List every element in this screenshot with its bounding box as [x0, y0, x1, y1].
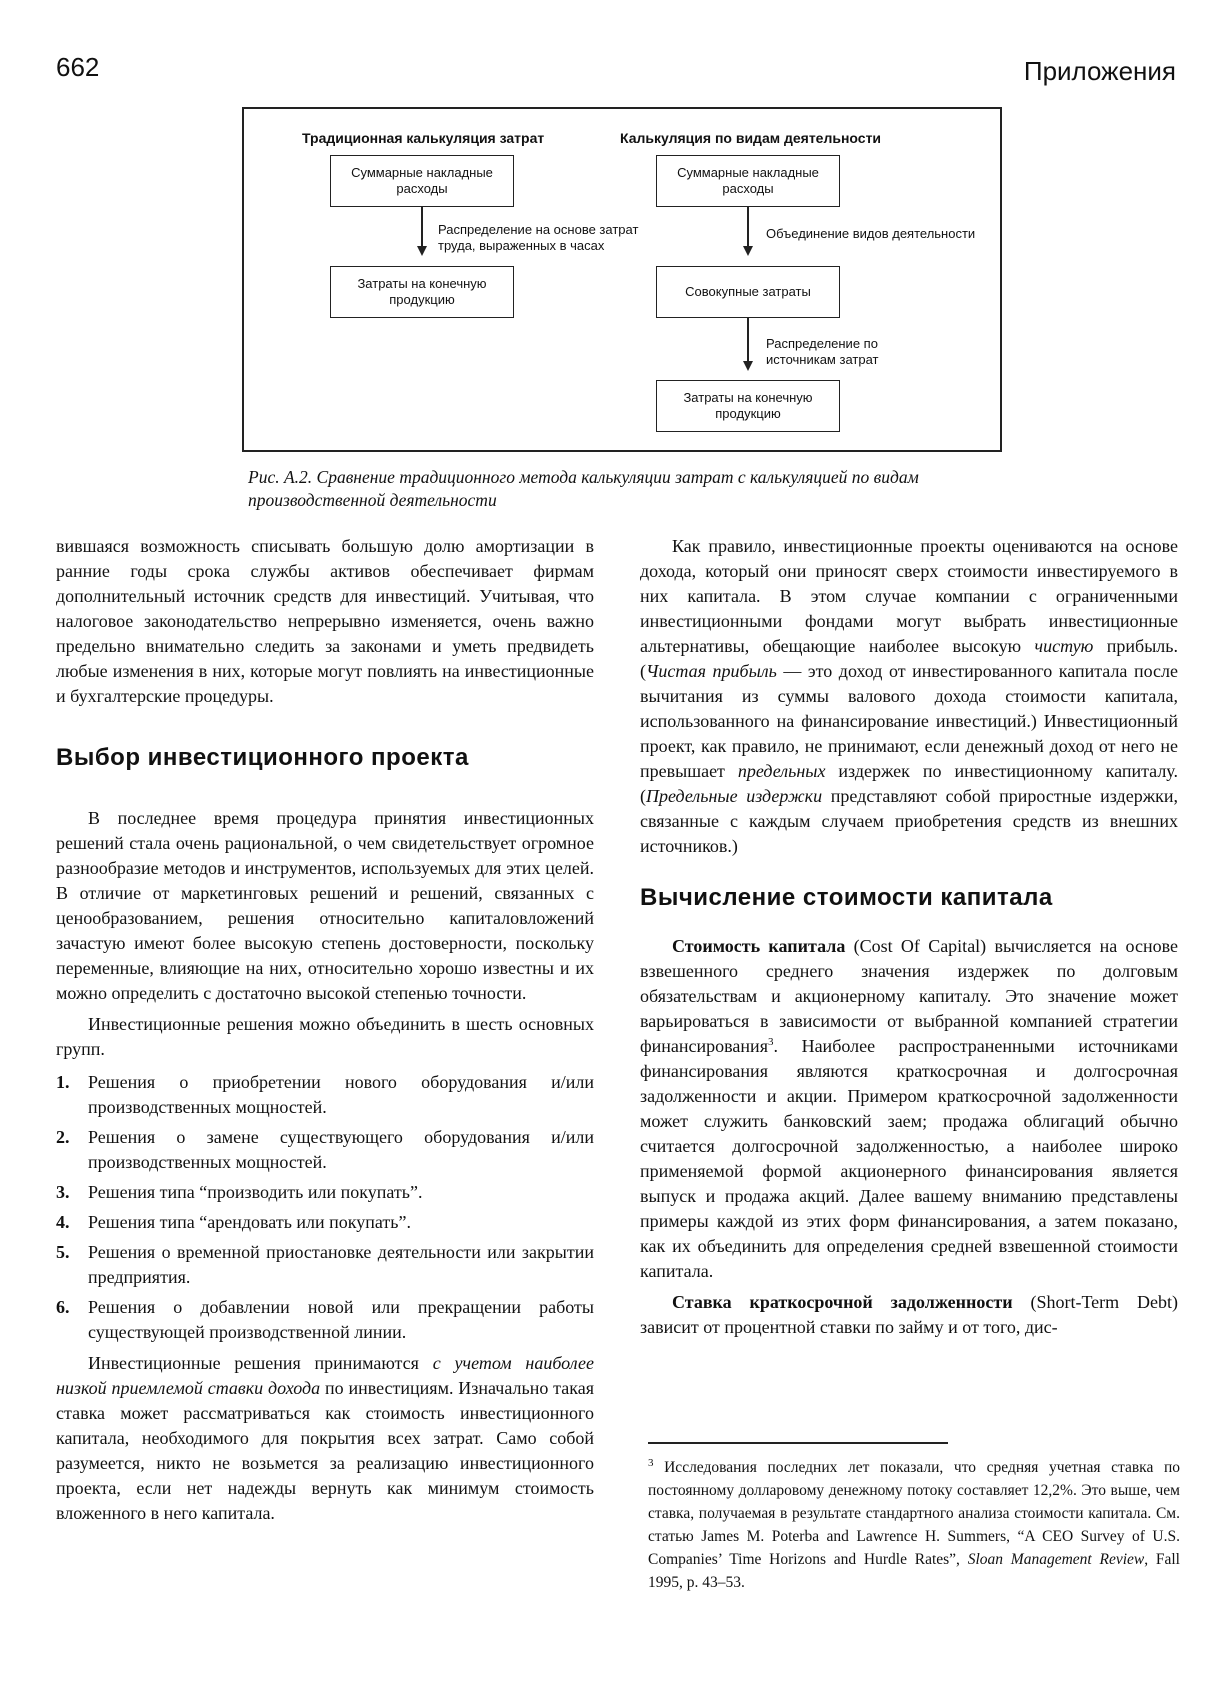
- decision-list-item: [56, 1295, 594, 1345]
- diagram-right-arrow-label-1: Объединение видов деятельности: [766, 226, 976, 241]
- list-item-text: Решения о приобретении нового оборудования и/или производственных мощностей.: [88, 1072, 594, 1117]
- list-item-number: 1.: [56, 1072, 70, 1092]
- decision-list-item: [56, 1070, 594, 1120]
- right-paragraph-3: Ставка краткосрочной задолженности (Short-Term Debt) зависит от процентной ставки по займу и от того, дис-: [640, 1292, 1178, 1337]
- left-paragraph-1: В последнее время процедура принятия инвестиционных решений стала очень рациональной, о чем свидетельствует огромное разнообразие методов и инструментов, используемых для этих целей. В отличие от маркетинговых решений и решений, связанных с ценообразованием, решения относительно капиталовложений зачастую имеют более высокую степень достоверности, поскольку переменные, влияющие на них, относительно хорошо известны и их можно определить с достаточно высокой степенью точности.: [56, 808, 594, 1003]
- page-number: 662: [56, 52, 100, 82]
- diagram-right-arrowhead-1: [743, 246, 753, 256]
- decision-list-item: [56, 1240, 594, 1290]
- diagram-left-arrow-label: Распределение на основе затрат труда, выраженных в часах: [438, 222, 639, 253]
- diagram-right-box-product-costs: Затраты на конечную продукцию: [656, 380, 840, 432]
- left-column: [56, 534, 594, 1526]
- diagram-right-arrow-label-2: Распределение по источникам затрат: [766, 336, 879, 367]
- footnote: $^3$ Исследования последних лет показали, что средняя учетная ставка по постоянному долларовому денежному потоку составляет 12,2%. Это выше, чем ставка, получаемая в результате стандартного анализа стоимости капитала. См. статью James M. Poterba and Lawrence H. Summers, “A CEO Survey of U.S. Companies’ Time Horizons and Hurdle Rates”, Sloan Management Review, Fall 1995, p. 43–53.: [648, 1456, 1180, 1591]
- left-intro-paragraph: вившаяся возможность списывать большую долю амортизации в ранние годы срока службы активов обеспечивает фирмам дополнительный источник средств для инвестиций. Учитывая, что налоговое законодательство непрерывно изменяется, очень важно предельно внимательно следить за законами и уметь предвидеть любые изменения в них, которые могут повлиять на инвестиционные и бухгалтерские процедуры.: [56, 536, 594, 706]
- decision-list-item: [56, 1180, 594, 1205]
- diagram-right-arrow-2: [747, 318, 749, 363]
- right-paragraph-1: Как правило, инвестиционные проекты оцениваются на основе дохода, который они приносят сверх стоимости инвестируемого в них капитала. В этом случае компании с ограниченными инвестиционными фондами могут выбрать инвестиционные альтернативы, обещающие наиболее высокую чистую прибыль. (Чистая прибыль — это доход от инвестированного капитала после вычитания из суммы валового дохода стоимости капитала, использованного на финансирование инвестиций.) Инвестиционный проект, как правило, не принимают, если денежный доход от него не превышает предельных издержек по инвестиционному капиталу. (Предельные издержки представляют собой приростные издержки, связанные с каждым случаем приобретения средств из внешних источников.): [640, 536, 1179, 856]
- diagram-right-box-aggregate-costs: Совокупные затраты: [656, 266, 840, 318]
- diagram-left-arrowhead-1: [417, 246, 427, 256]
- list-item-number: 5.: [56, 1242, 70, 1262]
- decision-list: [56, 1070, 594, 1345]
- section-heading-project-selection: Выбор инвестиционного проекта: [56, 744, 469, 771]
- diagram-right-arrowhead-2: [743, 361, 753, 371]
- diagram-right-arrow-1: [747, 207, 749, 248]
- list-item-text: Решения типа “производить или покупать”.: [88, 1182, 423, 1202]
- right-paragraph-2: Стоимость капитала (Cost Of Capital) вычисляется на основе взвешенного среднего значения издержек по долговым обязательствам и акционерному капиталу. Это значение может варьироваться в зависимости от выбранной компанией стратегии финансирования$^3$. Наиболее распространенными источниками финансирования являются краткосрочная и долгосрочная задолженности и акции. Примером краткосрочной задолженности может служить банковский заем; продажа облигаций обычно считается долгосрочной задолженностью, а наиболее широко применяемой формой акционерного финансирования является выпуск и продажа акций. Далее вашему вниманию представлены примеры каждой из этих форм финансирования, а затем показано, как их объединить для определения средней взвешенной стоимости капитала.: [640, 936, 1178, 1281]
- diagram-left-arrow-1: [421, 207, 423, 248]
- list-item-number: 6.: [56, 1297, 70, 1317]
- list-item-text: Решения типа “арендовать или покупать”.: [88, 1212, 411, 1232]
- list-item-text: Решения о временной приостановке деятельности или закрытии предприятия.: [88, 1242, 594, 1287]
- diagram-right-box-total-overhead: Суммарные накладные расходы: [656, 155, 840, 207]
- list-item-number: 4.: [56, 1212, 70, 1232]
- diagram-left-box-total-overhead: Суммарные накладные расходы: [330, 155, 514, 207]
- list-item-number: 3.: [56, 1182, 70, 1202]
- figure-caption: Рис. А.2. Сравнение традиционного метода калькуляции затрат с калькуляцией по видам производственной деятельности: [248, 467, 919, 510]
- diagram-left-box-product-costs: Затраты на конечную продукцию: [330, 266, 514, 318]
- list-item-text: Решения о добавлении новой или прекращении работы существующей производственной линии.: [88, 1297, 594, 1342]
- diagram-left-title: Традиционная калькуляция затрат: [302, 130, 545, 146]
- decision-list-item: [56, 1125, 594, 1175]
- section-heading-cost-of-capital: Вычисление стоимости капитала: [640, 884, 1053, 911]
- list-item-text: Решения о замене существующего оборудования и/или производственных мощностей.: [88, 1127, 594, 1172]
- running-head: Приложения: [1023, 56, 1176, 86]
- diagram-right-title: Калькуляция по видам деятельности: [620, 130, 882, 146]
- list-item-number: 2.: [56, 1127, 70, 1147]
- footnote-rule: [648, 1442, 948, 1444]
- right-column: [640, 534, 1178, 1340]
- left-paragraph-2: Инвестиционные решения можно объединить в шесть основных групп.: [56, 1014, 594, 1059]
- left-paragraph-3: Инвестиционные решения принимаются с учетом наиболее низкой приемлемой ставки дохода по инвестициям. Изначально такая ставка может рассматриваться как стоимость инвестиционного капитала, необходимого для покрытия всех затрат. Само собой разумеется, никто не возьмется за реализацию инвестиционного проекта, если нет надежды вернуть как минимум стоимость вложенного в него капитала.: [56, 1353, 594, 1523]
- decision-list-item: [56, 1210, 594, 1235]
